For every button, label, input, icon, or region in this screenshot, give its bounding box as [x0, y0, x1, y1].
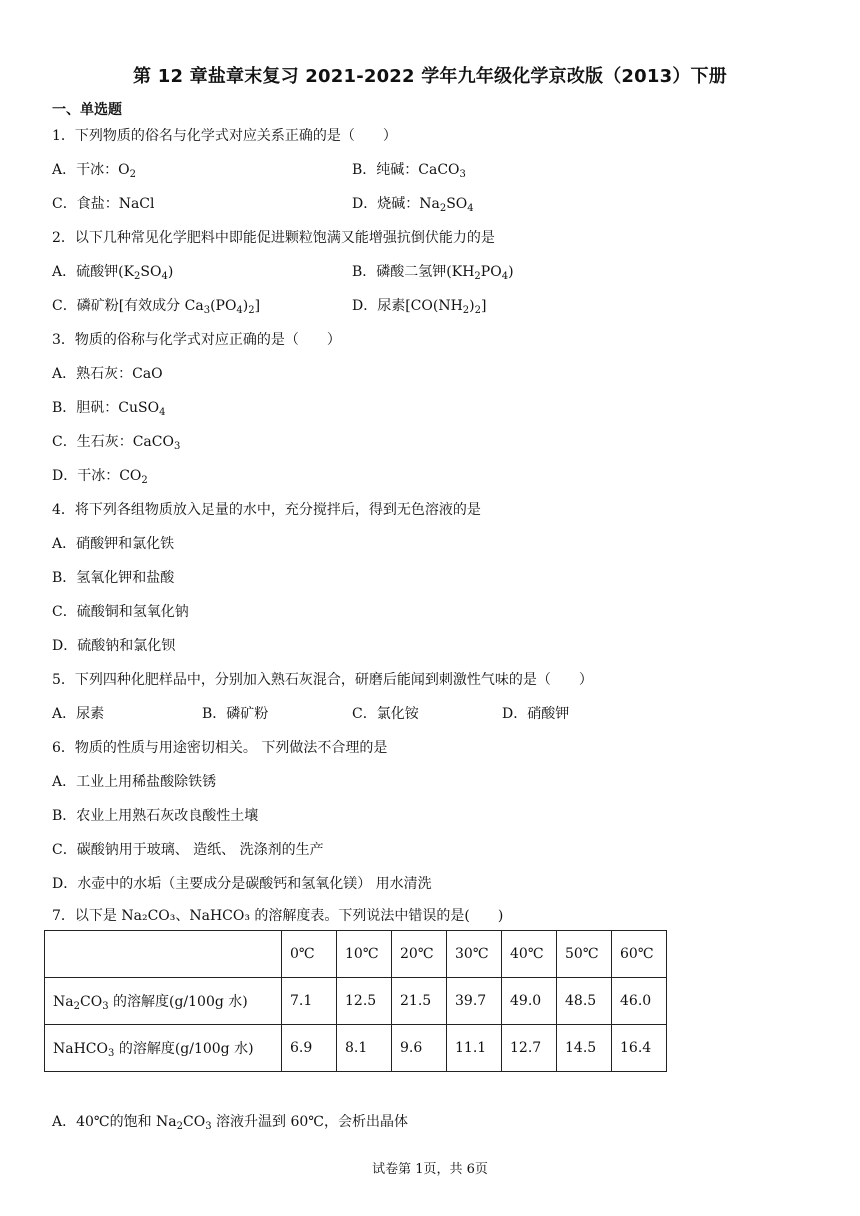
- table-cell: 48.5: [557, 978, 612, 1025]
- question-4-stem: 4．将下列各组物质放入足量的水中，充分搅拌后，得到无色溶液的是: [52, 502, 481, 518]
- question-5-option-b: B．磷矿粉: [202, 706, 269, 722]
- table-header-row: [45, 931, 667, 978]
- question-4-option-c: C．硫酸铜和氢氧化钠: [52, 604, 189, 620]
- row-label: NaHCO$_3$ 的溶解度(g/100g 水): [45, 1025, 282, 1072]
- question-2-stem: 2．以下几种常见化学肥料中即能促进颗粒饱满又能增强抗倒伏能力的是: [52, 230, 495, 246]
- table-cell: 12.7: [502, 1025, 557, 1072]
- question-6-option-b: B．农业上用熟石灰改良酸性土壤: [52, 808, 259, 824]
- question-1-stem: 1．下列物质的俗名与化学式对应关系正确的是（ ）: [52, 128, 397, 144]
- table-cell: 16.4: [612, 1025, 667, 1072]
- table-header-cell: 40℃: [502, 931, 557, 978]
- table-cell: 12.5: [337, 978, 392, 1025]
- page-title: 第 12 章盐章末复习 2021-2022 学年九年级化学京改版（2013）下册: [133, 66, 727, 87]
- table-cell: 49.0: [502, 978, 557, 1025]
- question-6-option-c: C．碳酸钠用于玻璃、 造纸、 洗涤剂的生产: [52, 842, 324, 858]
- table-cell: 39.7: [447, 978, 502, 1025]
- table-cell: 9.6: [392, 1025, 447, 1072]
- table-header-cell: 30℃: [447, 931, 502, 978]
- question-1-option-a: A．干冰：$O_2$: [52, 162, 136, 180]
- question-2-option-a: A．硫酸钾$(K_2SO_4)$: [52, 264, 174, 282]
- section-heading: 一、单选题: [52, 102, 122, 118]
- table-header-cell: 50℃: [557, 931, 612, 978]
- table-cell: 8.1: [337, 1025, 392, 1072]
- question-4-option-d: D．硫酸钠和氯化钡: [52, 638, 176, 654]
- question-1-option-d: D．烧碱：$Na_2SO_4$: [352, 196, 474, 214]
- question-2-option-b: B．磷酸二氢钾$(KH_2PO_4)$: [352, 264, 514, 282]
- question-2-option-d: D．尿素$[CO(NH_2)_2]$: [352, 298, 487, 316]
- table-header-cell: 20℃: [392, 931, 447, 978]
- question-7-stem: 7．以下是 Na₂CO₃、NaHCO₃ 的溶解度表。下列说法中错误的是( ): [52, 908, 504, 924]
- question-1-option-c: C．食盐：NaCl: [52, 196, 155, 212]
- table-cell: 46.0: [612, 978, 667, 1025]
- table-header-cell: 60℃: [612, 931, 667, 978]
- table-cell: 11.1: [447, 1025, 502, 1072]
- question-5-option-c: C．氯化铵: [352, 706, 419, 722]
- question-7-option-a: A．40℃的饱和 $Na_2CO_3$ 溶液升温到 60℃，会析出晶体: [52, 1114, 408, 1132]
- question-4-option-a: A．硝酸钾和氯化铁: [52, 536, 175, 552]
- page-footer: 试卷第 1页，共 6页: [372, 1162, 488, 1177]
- table-header-cell: 10℃: [337, 931, 392, 978]
- table-header-cell: [45, 931, 282, 978]
- question-3-stem: 3．物质的俗称与化学式对应正确的是（ ）: [52, 332, 341, 348]
- table-cell: 7.1: [282, 978, 337, 1025]
- solubility-table: [44, 930, 667, 1072]
- question-6-option-a: A．工业上用稀盐酸除铁锈: [52, 774, 217, 790]
- question-3-option-c: C．生石灰：CaCO$_3$: [52, 434, 181, 452]
- question-3-option-d: D．干冰：$CO_2$: [52, 468, 148, 486]
- table-cell: 14.5: [557, 1025, 612, 1072]
- question-6-option-d: D．水壶中的水垢（主要成分是碳酸钙和氢氧化镁） 用水清洗: [52, 876, 432, 892]
- table-header-cell: 0℃: [282, 931, 337, 978]
- question-4-option-b: B．氢氧化钾和盐酸: [52, 570, 175, 586]
- question-3-option-a: A．熟石灰：CaO: [52, 366, 163, 382]
- question-5-option-a: A．尿素: [52, 706, 105, 722]
- row-label: $Na_2CO_3$ 的溶解度(g/100g 水): [45, 978, 282, 1025]
- question-6-stem: 6．物质的性质与用途密切相关。 下列做法不合理的是: [52, 740, 388, 756]
- question-2-option-c: C．磷矿粉[有效成分 $Ca_3(PO_4)_2$]: [52, 298, 261, 316]
- table-cell: 6.9: [282, 1025, 337, 1072]
- question-5-stem: 5．下列四种化肥样品中，分别加入熟石灰混合，研磨后能闻到刺激性气味的是（ ）: [52, 672, 593, 688]
- question-5-option-d: D．硝酸钾: [502, 706, 570, 722]
- table-cell: 21.5: [392, 978, 447, 1025]
- question-3-option-b: B．胆矾：CuSO$_4$: [52, 400, 166, 418]
- table-row: [45, 1025, 667, 1072]
- table-row: [45, 978, 667, 1025]
- question-1-option-b: B．纯碱：CaCO$_3$: [352, 162, 466, 180]
